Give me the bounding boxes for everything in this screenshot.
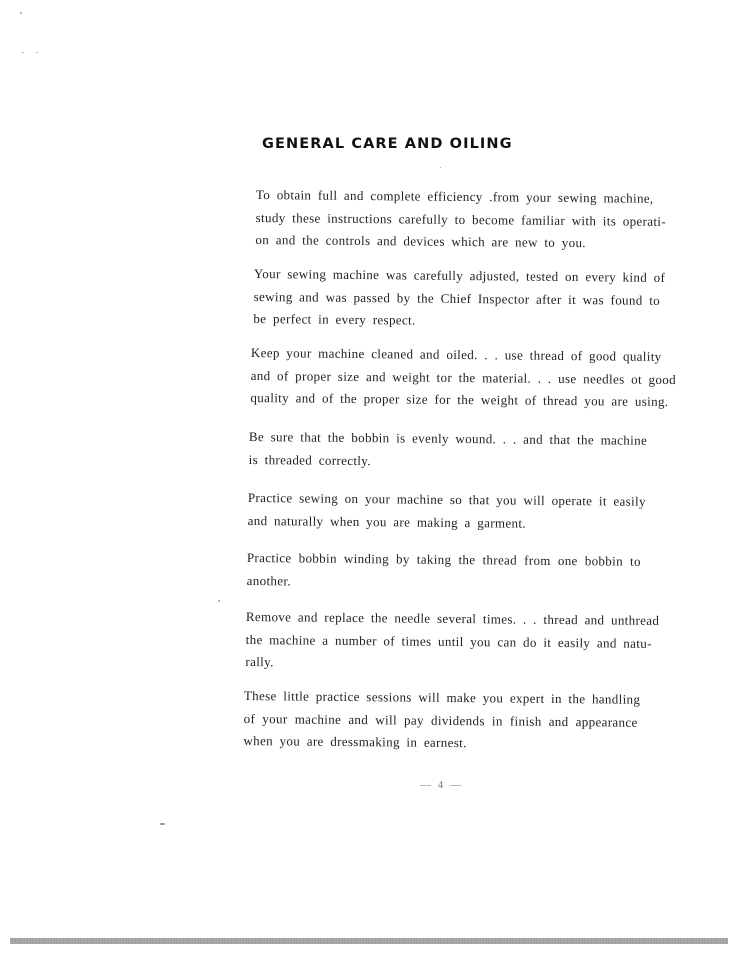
paragraph-5	[247, 487, 646, 536]
paragraph-line: be perfect in every respect.	[253, 310, 416, 328]
paragraph-line: is threaded correctly.	[248, 451, 371, 468]
paragraph-line: the machine a number of times until you can do it easily and natu-	[245, 631, 652, 651]
page-number: — 4 —	[420, 779, 463, 791]
paragraph-line: when you are dressmaking in earnest.	[243, 732, 467, 751]
paragraph-line: quality and of the proper size for the weight of thread you are using.	[250, 389, 669, 410]
paragraph-line: Your sewing machine was carefully adjusted, tested on every kind of	[253, 265, 666, 285]
paragraph-line: Practice bobbin winding by taking the thread from one bobbin to	[246, 549, 641, 569]
paragraph-line: Remove and replace the needle several times. . . thread and unthread	[245, 608, 660, 628]
scan-speck	[160, 823, 165, 825]
paragraph-line: Be sure that the bobbin is evenly wound. . . and that the machine	[248, 428, 648, 448]
paragraph-line: sewing and was passed by the Chief Inspector after it was found to	[253, 288, 661, 308]
paragraph-line: Practice sewing on your machine so that you will operate it easily	[247, 489, 646, 509]
paragraph-line: These little practice sessions will make you expert in the handling	[243, 687, 641, 707]
paragraph-line: on and the controls and devices which are new to you.	[255, 231, 587, 251]
paragraph-line: study these instructions carefully to become familiar with its operati-	[255, 209, 667, 229]
paragraph-6	[247, 547, 641, 596]
scan-speck	[20, 12, 22, 14]
paragraph-8	[243, 685, 641, 756]
paragraph-4	[248, 426, 648, 475]
paragraph-3	[250, 342, 677, 413]
paragraph-line: To obtain full and complete efficiency .from your sewing machine,	[255, 186, 654, 206]
paragraph-1	[255, 184, 667, 255]
paragraph-line: Keep your machine cleaned and oiled. . . use thread of good quality	[250, 344, 662, 364]
paragraph-line: of your machine and will pay dividends in finish and appearance	[243, 710, 638, 730]
scan-bottom-edge	[10, 938, 728, 944]
paragraph-line: and naturally when you are making a garment.	[247, 512, 527, 531]
paragraph-line: rally.	[245, 653, 274, 670]
paragraph-7	[245, 606, 660, 677]
scan-speck	[218, 600, 220, 602]
paragraph-2	[253, 263, 666, 334]
paragraph-line: and of proper size and weight tor the material. . . use needles ot good	[250, 367, 677, 387]
scan-speck	[440, 167, 441, 168]
scan-speck	[36, 52, 38, 53]
page-heading: GENERAL CARE AND OILING	[262, 136, 513, 152]
scan-speck	[22, 52, 24, 53]
paragraph-line: another.	[246, 572, 292, 588]
